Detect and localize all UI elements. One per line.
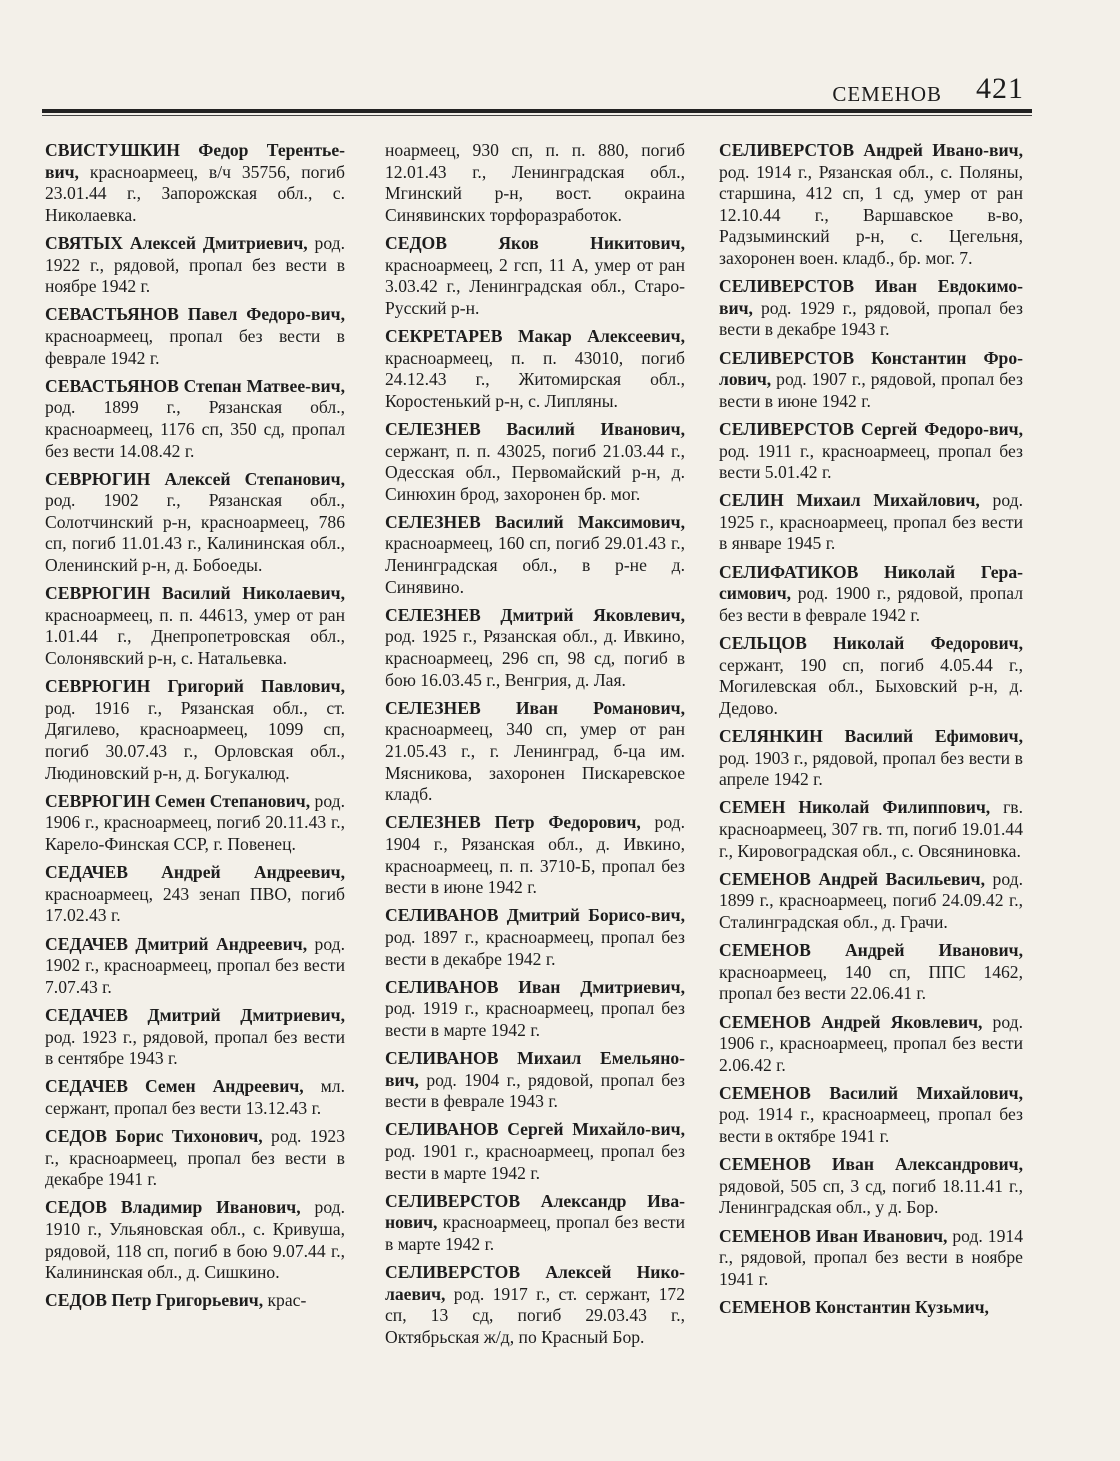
entry-details: крас-	[263, 1290, 307, 1311]
entry-name: СЕЛИВАНОВ Михаил Емельяно-вич,	[385, 1048, 685, 1090]
entry	[719, 633, 1023, 719]
entry-name: СЕЛЕЗНЕВ Дмитрий Яковлевич,	[385, 604, 685, 625]
entry	[385, 512, 685, 598]
entry-details: род. 1914 г., красноармеец, пропал без вести в октябре 1941 г.	[719, 1104, 1023, 1147]
entry	[45, 1076, 345, 1119]
entry	[45, 791, 345, 856]
entry-details: ноармеец, 930 сп, п. п. 880, погиб 12.01.43 г., Ленинградская обл., Мгинский р-н, вост. окраина Синявинских торфоразработок.	[385, 140, 685, 225]
entry	[719, 869, 1023, 934]
entries-columns	[42, 140, 1032, 1360]
entry	[45, 862, 345, 927]
entry-name: СЕВРЮГИН Алексей Степанович,	[45, 468, 345, 489]
header-rule	[42, 109, 1032, 116]
entry	[719, 797, 1023, 862]
entry-name: СЕЛЕЗНЕВ Петр Федорович,	[385, 812, 641, 833]
entry-details: сержант, 190 сп, погиб 4.05.44 г., Могилевская обл., Быховский р-н, д. Дедово.	[719, 654, 1023, 718]
entry-name: СЕДОВ Владимир Иванович,	[45, 1197, 301, 1218]
entry-name: СЕВРЮГИН Григорий Павлович,	[45, 676, 345, 697]
entry-details: красноармеец, 243 зенап ПВО, погиб 17.02.43 г.	[45, 883, 345, 926]
entry	[719, 419, 1023, 484]
entry-name: СВЯТЫХ Алексей Дмитриевич,	[45, 232, 308, 253]
entry-details: род. 1923 г., красноармеец, пропал без вести в декабре 1941 г.	[45, 1126, 345, 1190]
entry	[45, 140, 345, 226]
entry-details: мл. сержант, пропал без вести 13.12.43 г.	[45, 1076, 345, 1118]
entry	[719, 140, 1023, 270]
column-2	[385, 140, 685, 1355]
entry-details: красноармеец, 140 сп, ППС 1462, пропал без вести 22.06.41 г.	[719, 961, 1023, 1004]
entry	[45, 233, 345, 298]
entry-details: род. 1902 г., Рязанская обл., Солотчинский р-н, красноармеец, 786 сп, погиб 11.01.43 г., Калининская обл., Оленинский р-н, д. Бобоеды.	[45, 490, 345, 576]
entry	[45, 1126, 345, 1191]
entry-name: СЕДОВ Яков Никитович,	[385, 232, 685, 253]
entry	[719, 348, 1023, 413]
entry	[385, 1191, 685, 1256]
entry-details: род. 1914 г., рядовой, пропал без вести в ноябре 1941 г.	[719, 1225, 1023, 1289]
entry	[719, 1154, 1023, 1219]
entry	[385, 605, 685, 691]
entry-details: красноармеец, в/ч 35756, погиб 23.01.44 г., Запорожская обл., с. Николаевка.	[45, 161, 345, 225]
entry	[385, 419, 685, 505]
entry	[719, 1012, 1023, 1077]
entry-name: СЕМЕНОВ Иван Александрович,	[719, 1154, 1023, 1175]
entry-name: СЕМЕНОВ Иван Иванович,	[719, 1225, 948, 1246]
entry-details: род. 1906 г., красноармеец, пропал без вести 2.06.42 г.	[719, 1011, 1023, 1075]
entry-name: СЕЛИВЕРСТОВ Андрей Ивано-вич,	[719, 140, 1023, 160]
entry-name: СЕДАЧЕВ Андрей Андреевич,	[45, 862, 345, 883]
entry	[385, 1048, 685, 1113]
entry-details: род. 1929 г., рядовой, пропал без вести в декабре 1943 г.	[719, 297, 1023, 340]
entry	[45, 376, 345, 462]
entry-details: род. 1917 г., ст. сержант, 172 сп, 13 сд, погиб 29.03.43 г., Октябрьская ж/д, по Красный Бор.	[385, 1283, 685, 1347]
entry-name: СЕВРЮГИН Семен Степанович,	[45, 790, 311, 811]
entry-details: красноармеец, 340 сп, умер от ран 21.05.43 г., г. Ленинград, б-ца им. Мясникова, захоронен Пискаревское кладб.	[385, 719, 685, 805]
entry	[45, 1005, 345, 1070]
entry-details: рядовой, 505 сп, 3 сд, погиб 18.11.41 г., Ленинградская обл., у д. Бор.	[719, 1175, 1023, 1218]
entry-details: род. 1916 г., Рязанская обл., ст. Дягилево, красноармеец, 1099 сп, погиб 30.07.43 г., Орловская обл., Людиновский р-н, д. Богукалюд.	[45, 697, 345, 783]
entry	[719, 1226, 1023, 1291]
entry	[45, 934, 345, 999]
entry-details: род. 1899 г., Рязанская обл., красноармеец, 1176 сп, 350 сд, пропал без вести 14.08.42 г.	[45, 397, 345, 461]
entry	[719, 1297, 1023, 1319]
entry-name: СЕМЕНОВ Андрей Яковлевич,	[719, 1011, 983, 1032]
entry-name: СЕЛИВЕРСТОВ Сергей Федоро-вич,	[719, 418, 1023, 439]
entry	[719, 1083, 1023, 1148]
entry	[719, 726, 1023, 791]
entry-details: красноармеец, п. п. 44613, умер от ран 1.01.44 г., Днепропетровская обл., Солонявский р-н, с. Натальевка.	[45, 604, 345, 669]
entry-details: род. 1903 г., рядовой, пропал без вести в апреле 1942 г.	[719, 747, 1023, 790]
entry-name: СЕМЕНОВ Андрей Иванович,	[719, 940, 1023, 961]
entry-details: род. 1925 г., Рязанская обл., д. Ивкино, красноармеец, 296 сп, 98 сд, погиб в бою 16.03.45 г., Венгрия, д. Лая.	[385, 626, 685, 690]
page-header	[42, 70, 1032, 110]
entry-name: СЕЛЬЦОВ Николай Федорович,	[719, 633, 1023, 654]
entry-details: род. 1902 г., красноармеец, пропал без вести 7.07.43 г.	[45, 933, 345, 997]
entry-name: СВИСТУШКИН Федор Терентье-вич,	[45, 140, 345, 182]
entry-name: СЕЛЕЗНЕВ Иван Романович,	[385, 697, 685, 718]
entry	[45, 583, 345, 669]
entry-details: красноармеец, 160 сп, погиб 29.01.43 г., Ленинградская обл., в р-не д. Синявино.	[385, 533, 685, 597]
entry-details: красноармеец, п. п. 43010, погиб 24.12.43 г., Житомирская обл., Коростенький р-н, с. Липляны.	[385, 347, 685, 411]
entry-details: сержант, п. п. 43025, погиб 21.03.44 г., Одесская обл., Первомайский р-н, д. Синюхин брод, захоронен бр. мог.	[385, 440, 685, 504]
entry	[45, 1197, 345, 1283]
entry	[719, 562, 1023, 627]
entry-name: СЕЛЕЗНЕВ Василий Максимович,	[385, 511, 685, 532]
entry-details: род. 1900 г., рядовой, пропал без вести в феврале 1942 г.	[719, 583, 1023, 625]
entry-details: красноармеец, пропал без вести в марте 1942 г.	[385, 1212, 685, 1255]
entry-name: СЕЛИВЕРСТОВ Алексей Нико-лаевич,	[385, 1262, 685, 1304]
entry	[45, 469, 345, 577]
entry	[45, 1290, 345, 1312]
entry-details: род. 1904 г., рядовой, пропал без вести в феврале 1943 г.	[385, 1069, 685, 1112]
entry	[719, 940, 1023, 1005]
entry-name: СЕЛЯНКИН Василий Ефимович,	[719, 726, 1023, 746]
entry-name: СЕЛЕЗНЕВ Василий Иванович,	[385, 418, 685, 439]
column-3	[719, 140, 1023, 1325]
entry-name: СЕКРЕТАРЕВ Макар Алексеевич,	[385, 325, 685, 346]
page-number: 421	[976, 72, 1024, 105]
entry-name: СЕЛИВАНОВ Иван Дмитриевич,	[385, 976, 685, 997]
entry-details: род. 1911 г., красноармеец, пропал без вести 5.01.42 г.	[719, 440, 1023, 483]
entry-details: красноармеец, пропал без вести в феврале 1942 г.	[45, 325, 345, 368]
entry	[385, 905, 685, 970]
entry-name: СЕЛИВЕРСТОВ Александр Ива-нович,	[385, 1190, 685, 1233]
entry-name: СЕМЕНОВ Андрей Васильевич,	[719, 868, 985, 889]
entry-name: СЕЛИН Михаил Михайлович,	[719, 490, 980, 511]
entry-name: СЕЛИВЕРСТОВ Иван Евдокимо-вич,	[719, 276, 1023, 318]
entry-name: СЕДАЧЕВ Семен Андреевич,	[45, 1076, 304, 1097]
entry-name: СЕМЕН Николай Филиппович,	[719, 797, 991, 818]
entry-details: род. 1906 г., красноармеец, погиб 20.11.43 г., Карело-Финская ССР, г. Повенец.	[45, 790, 345, 854]
entry	[385, 326, 685, 412]
entry-details: гв. красноармеец, 307 гв. тп, погиб 19.01.44 г., Кировоградская обл., с. Овсяниновка.	[719, 797, 1023, 861]
running-head: СЕМЕНОВ	[832, 82, 942, 106]
entry-name: СЕДАЧЕВ Дмитрий Андреевич,	[45, 933, 308, 954]
entry-name: СЕМЕНОВ Василий Михайлович,	[719, 1082, 1023, 1103]
entry-details: род. 1899 г., красноармеец, погиб 24.09.42 г., Сталинградская обл., д. Грачи.	[719, 868, 1023, 932]
entry-details: род. 1914 г., Рязанская обл., с. Поляны, старшина, 412 сп, 1 сд, умер от ран 12.10.44 г., Варшавское в-во, Радзыминский р-н, с. Цегельня, захоронен воен. кладб., бр. мог. 7.	[719, 161, 1023, 268]
entry-details: род. 1925 г., красноармеец, пропал без вести в январе 1945 г.	[719, 490, 1023, 554]
entry	[385, 140, 685, 226]
entry-details: род. 1901 г., красноармеец, пропал без вести в марте 1942 г.	[385, 1141, 685, 1183]
entry-details: красноармеец, 2 гсп, 11 А, умер от ран 3.03.42 г., Ленинградская обл., Старо-Русский р-н.	[385, 254, 685, 318]
entry-name: СЕЛИВАНОВ Сергей Михайло-вич,	[385, 1119, 685, 1140]
entry	[385, 812, 685, 898]
entry-name: СЕВАСТЬЯНОВ Степан Матвее-вич,	[45, 375, 345, 396]
entry-name: СЕЛИФАТИКОВ Николай Гера-симович,	[719, 561, 1023, 604]
entry-details: род. 1907 г., рядовой, пропал без вести в июне 1942 г.	[719, 369, 1023, 411]
entry-details: род. 1919 г., красноармеец, пропал без вести в марте 1942 г.	[385, 998, 685, 1040]
entry-details: род. 1923 г., рядовой, пропал без вести в сентябре 1943 г.	[45, 1026, 345, 1069]
entry-name: СЕЛИВЕРСТОВ Константин Фро-лович,	[719, 347, 1023, 390]
column-1	[45, 140, 345, 1319]
entry-name: СЕДАЧЕВ Дмитрий Дмитриевич,	[45, 1004, 345, 1025]
entry-details: род. 1922 г., рядовой, пропал без вести в ноябре 1942 г.	[45, 232, 345, 297]
entry	[385, 977, 685, 1042]
entry-name: СЕДОВ Борис Тихонович,	[45, 1126, 263, 1147]
entry-name: СЕВРЮГИН Василий Николаевич,	[45, 583, 345, 604]
entry-details: род. 1910 г., Ульяновская обл., с. Кривуша, рядовой, 118 сп, погиб в бою 9.07.44 г., Калининская обл., д. Сишкино.	[45, 1197, 345, 1283]
entry	[385, 1119, 685, 1184]
entry	[385, 698, 685, 806]
entry	[719, 276, 1023, 341]
entry	[385, 1262, 685, 1348]
entry	[45, 676, 345, 784]
entry-details: род. 1897 г., красноармеец, пропал без вести в декабре 1942 г.	[385, 926, 685, 969]
entry	[45, 304, 345, 369]
entry-name: СЕВАСТЬЯНОВ Павел Федоро-вич,	[45, 304, 345, 325]
entry-name: СЕДОВ Петр Григорьевич,	[45, 1290, 264, 1311]
entry-name: СЕЛИВАНОВ Дмитрий Борисо-вич,	[385, 905, 685, 926]
entry	[385, 233, 685, 319]
entry	[719, 490, 1023, 555]
entry-details: род. 1904 г., Рязанская обл., д. Ивкино, красноармеец, п. п. 3710-Б, пропал без вести в июне 1942 г.	[385, 812, 685, 898]
entry-name: СЕМЕНОВ Константин Кузьмич,	[719, 1297, 989, 1317]
